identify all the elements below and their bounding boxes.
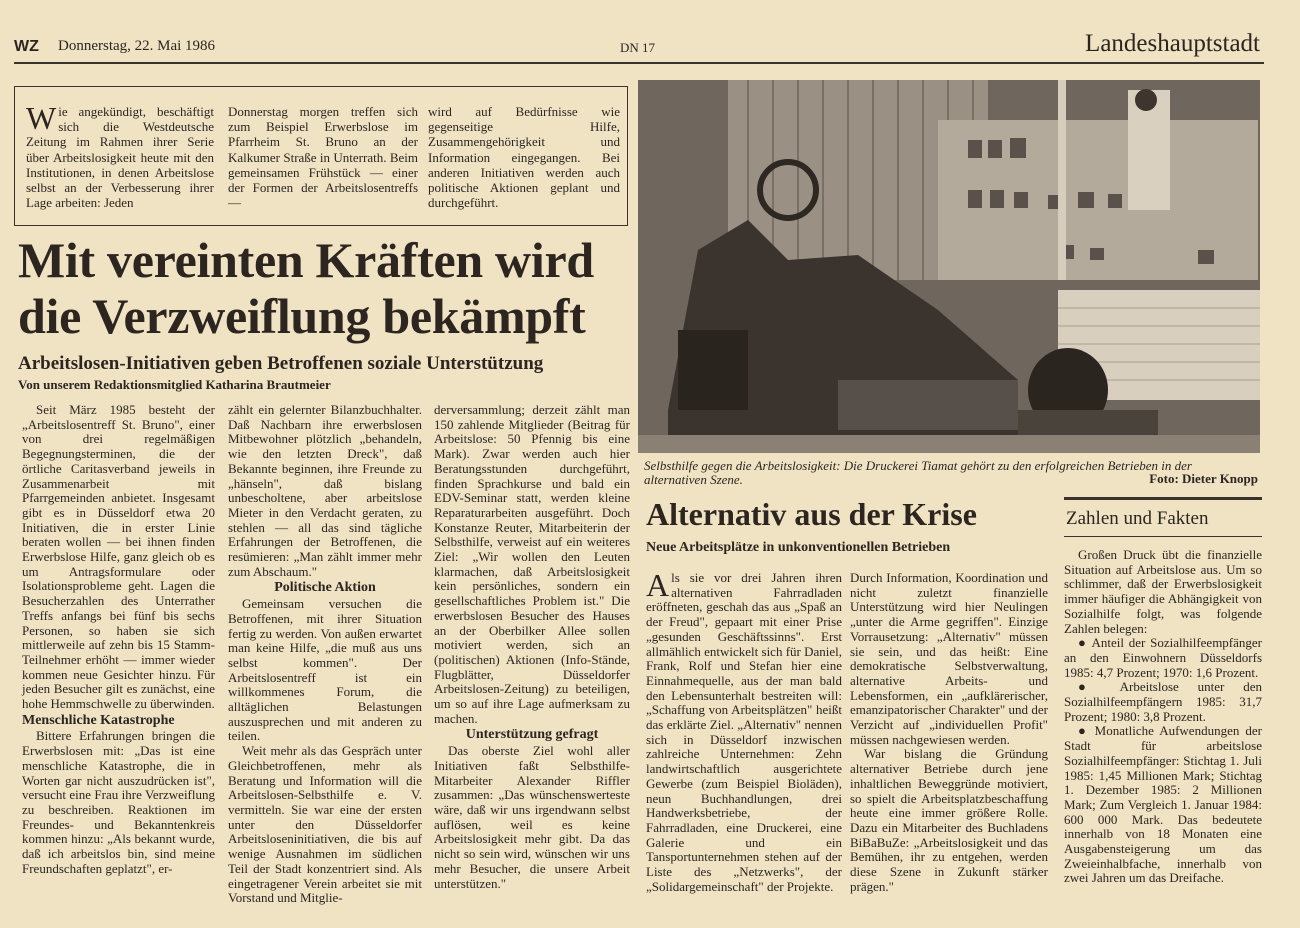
subhead-unterstuetzung-gefragt: Unterstützung gefragt [465, 727, 599, 743]
facts-top-rule [1064, 497, 1262, 500]
facts-box: Großen Druck übt die finanzielle Situation auf Arbeitslose aus. Um so schlimmer, daß der Erwerbslosigkeit immer häufiger die Abhängigkeit von Sozialhilfe folgt, was folgende Zahlen belegen: ● Anteil der Sozialhilfeempfänger an den Einwohnern Düsseldorfs 1985: 4,7 Prozent; 1970: 1,6 Prozent. ● Arbeitslose unter den Sozialhilfeempfängern 1985: 31,7 Prozent; 1980: 3,8 Prozent. ● Monatliche Aufwendungen der Stadt für arbeitslose Sozialhilfeempfänger: Stichtag 1. Juli 1985: 1,45 Millionen Mark; Stichtag 1. Dezember 1985: 2 Millionen Mark; Zum Vergleich 1. Januar 1984: 600 000 Mark. Das bedeutete innerhalb von 18 Monaten eine Ausgabensteigerung um das Zweieinhalbfache, innerhalb von zwei Jahren um das Dreifache. [1064, 547, 1262, 886]
issue-date: Donnerstag, 22. Mai 1986 [58, 38, 216, 54]
drop-cap: W [26, 100, 57, 136]
byline: Von unserem Redaktionsmitglied Katharina Brautmeier [18, 377, 331, 392]
intro-col-1: Wie angekündigt, beschäftigt sich die Westdeutsche Zeitung im Rahmen ihrer Serie über Arbeitslosigkeit heute mit den Institutionen, in denen Arbeitslose selbst an der Verbesserung ihrer Lage arbeiten: Jeden [26, 100, 214, 211]
facts-title: Zahlen und Fakten [1066, 508, 1209, 529]
drop-cap: A [646, 567, 670, 603]
intro-col-3: wird auf Bedürfnisse wie gegenseitige Hilfe, Zusammengehörigkeit und Information eingegangen. Bei anderen Initiativen werden auch politische Aktionen geplant und durchgeführt. [428, 104, 620, 211]
second-subheadline: Neue Arbeitsplätze in unkonventionellen Betrieben [646, 540, 951, 555]
photo-credit: Foto: Dieter Knopp [1149, 471, 1258, 486]
facts-title-rule [1064, 536, 1262, 537]
paper-logo: WZ [14, 38, 39, 55]
main-headline: Mit vereinten Kräften wird die Verzweiflung bekämpft [18, 232, 594, 344]
second-col-1: Als sie vor drei Jahren ihren alternativen Fahrradladen eröffneten, geschah das aus „Spaß an der Freud", gepaart mit einer Prise „gesunden Geschäftssinns". Erst allmählich entwickelt sich für Daniel, Frank, Rolf und Stefan hier eine Einnahmequelle, aus der man bald den Lebensunterhalt bestreiten will: „Schaffung von Arbeitsplätzen" heißt das erklärte Ziel. „Alternativ" nennen sich in Düsseldorf inzwischen zahlreiche Unternehmen: Zehn landwirtschaftlich ausgerichtete Gewerbe (zum Beispiel Bioläden), neun Buchhandlungen, drei Handwerksbetriebe, der Fahrradladen, eine Druckerei, eine Galerie und ein Tansportunternehmen stehen auf der Liste des „Netzwerks", der „Solidargemeinschaft" der Projekte. [646, 567, 843, 894]
section-title: Landeshauptstadt [1085, 30, 1260, 57]
main-col-3: derversammlung; derzeit zählt man 150 zahlende Mitglieder (Beitrag für Arbeitslose: 50 Pfennig bis eine Mark). Zwar werden auch hier Beratungsstunden durchgeführt, finden Sprachkurse und bald ein EDV-Seminar statt, werden kleine Reparaturarbeiten ausgeführt. Doch Konstanze Reuter, Mitarbeiterin der Selbsthilfe, verweist auf ein weiteres Ziel: „Wir wollen den Leuten klarmachen, daß Arbeitslosigkeit kein persönliches, sondern ein gesellschaftliches Problem ist." Die erwerbslosen Besucher des Hauses an der Oberbilker Allee sollen motiviert werden, sich an (politischen) Aktionen (Info-Stände, Flugblätter, Düsseldorfer Arbeitslosen-Zeitung) zu beteiligen, um so auf ihre Lage aufmerksam zu machen. Unterstützung gefragt Das oberste Ziel wohl aller Initiativen faßt Selbsthilfe-Mitarbeiter Alexander Riffler zusammen: „Das wünschenswerteste wäre, daß wir uns irgendwann selbst auflösen, weil es keine Arbeitslosigkeit mehr gibt. Da das nicht so sein wird, wünschen wir uns mehr Besucher, die unsere Arbeit unterstützen." [434, 402, 630, 891]
main-subheadline: Arbeitslosen-Initiativen geben Betroffenen soziale Unterstützung [18, 353, 544, 374]
second-col-2: Durch Information, Koordination und nicht zuletzt finanzielle Unterstützung wird hier Neulingen „unter die Arme gegriffen". Einzige Vorrausetzung: „Alternativ" müssen sie sein, und das heißt: Eine demokratische Selbstverwaltung, alternative Arbeits- und Lebensformen, ein „aufklärerischer, emanzipatorischer Charakter" und der Verzicht auf „individuellen Profit" müssen nachgewiesen werden. War bislang die Gründung alternativer Betriebe durch jene inhaltlichen Beweggründe motiviert, so spielt die Arbeitsplatzbeschaffung heute eine immer größere Rolle. Dazu ein Mitarbeiter des Buchladens BiBaBuZe: „Arbeitslosigkeit und das Bemühen, ihr zu entgehen, werden diese Szene in Zukunft stärker prägen." [850, 570, 1048, 894]
main-col-2: zählt ein gelernter Bilanzbuchhalter. Daß Nachbarn ihre erwerbslosen Mitbewohner plötzlich „behandeln, wie den letzten Dreck", daß Bekannte beginnen, ihre Freunde zu „hänseln", daß bislang unbescholtene, aber arbeitslose Mieter in den Verdacht geraten, zu stehlen — all das sind tägliche Erfahrungen der Betroffenen, die resümieren: „Man zählt immer mehr zum Abschaum." Politische Aktion Gemeinsam versuchen die Betroffenen, mit ihrer Situation fertig zu werden. Von außen erwartet man keine Hilfe, „die muß aus uns selbst kommen". Der Arbeitslosentreff ist ein willkommenes Forum, die alltäglichen Belastungen auszusprechen und mit anderen zu teilen. Weit mehr als das Gespräch unter Gleichbetroffenen, mehr als Beratung und Information will die Arbeitslosen-Selbsthilfe e. V. vermitteln. Sie war eine der ersten unter den Düsseldorfer Arbeitsloseninitiativen, die bis auf wenige Ausnahmen im südlichen Teil der Stadt konzentriert sind. Als eingetragener Verein arbeitet sie mit Vorstand und Mitglie- [228, 402, 422, 906]
header-rule [14, 62, 1264, 64]
subhead-menschliche-katastrophe: Menschliche Katastrophe [22, 712, 175, 728]
photo-illustration [638, 80, 1260, 453]
intro-col-2: Donnerstag morgen treffen sich zum Beispiel Erwerbslose im Pfarrheim St. Bruno an der Kalkumer Straße in Unterrath. Beim gemeinsamen Frühstück — einer der Formen der Arbeitslosentreffs — [228, 104, 418, 211]
second-headline: Alternativ aus der Krise [646, 496, 977, 532]
print-shop-photo [638, 80, 1260, 453]
edition-code: DN 17 [620, 40, 656, 55]
subhead-politische-aktion: Politische Aktion [274, 580, 376, 596]
photo-caption: Selbsthilfe gegen die Arbeitslosigkeit: Die Druckerei Tiamat gehört zu den erfolgreichen Betrieben in der alternativen Szene. [644, 458, 1192, 487]
main-col-1: Seit März 1985 besteht der „Arbeitslosentreff St. Bruno", einer von drei regelmäßigen Begegnungsterminen, die der örtliche Caritasverband jeweils in Zusammenarbeit mit Pfarrgemeinden anbietet. Insgesamt gibt es in Düsseldorf etwa 20 Initiativen, die in erster Linie beraten wollen — bei ihnen finden Erwerbslose Hilfe, ganz gleich ob es um Antragsformulare oder Isolationsprobleme geht. Lagen die Besucherzahlen des Unterrather Treffs anfangs bei fünf bis sechs Personen, so haben sie sich mittlerweile auf zehn bis 15 Stamm-Teilnehmer erhöht — immer wieder kommen neue Gesichter hinzu. Für jeden Besucher gilt es zunächst, eine hohe Hemmschwelle zu überwinden. Menschliche Katastrophe Bittere Erfahrungen bringen die Erwerbslosen mit: „Das ist eine menschliche Katastrophe, die in Worten gar nicht auszudrücken ist", versucht eine Frau ihre Verzweiflung zu beschreiben. Reaktionen im Freundes- und Bekanntenkreis kommen hinzu: „Als bekannt wurde, daß ich arbeitslos bin, sind meine Freundschaften geplatzt", er- [22, 402, 215, 876]
